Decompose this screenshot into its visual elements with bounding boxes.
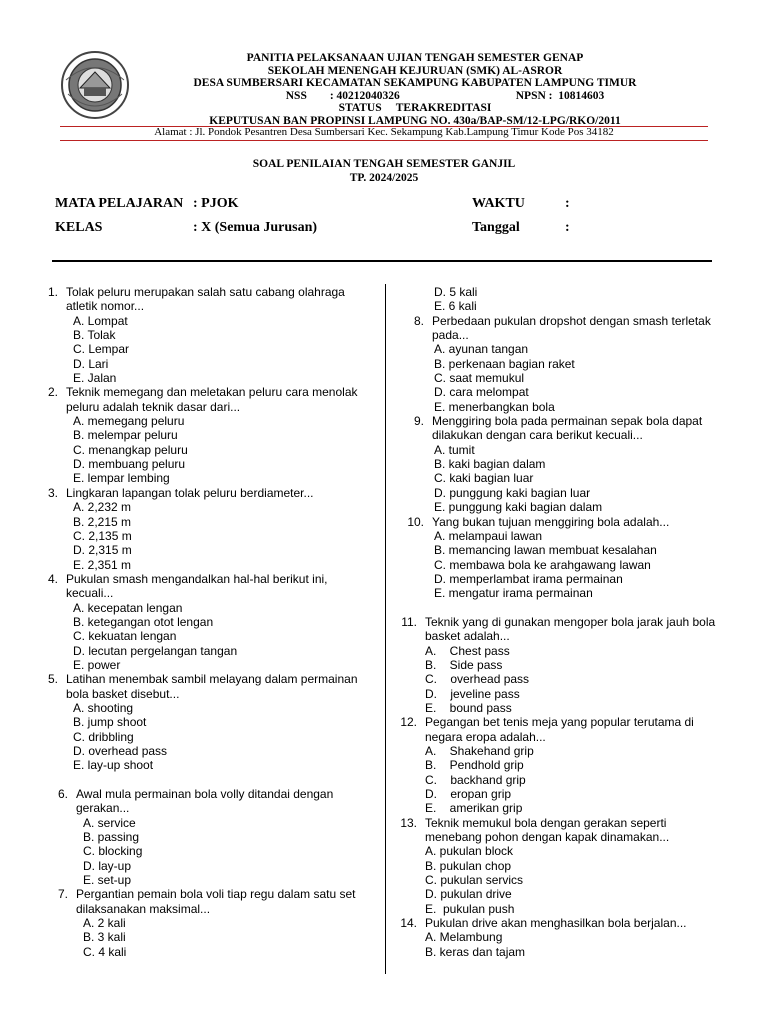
answer-options (398, 844, 718, 916)
question-line (398, 916, 718, 930)
time-label: WAKTU (472, 196, 525, 211)
header-status: STATUS TERAKREDITASI (338, 102, 492, 114)
answer-options (42, 816, 370, 888)
answer-options (398, 644, 718, 716)
answer-option: D. cara melompat (434, 385, 529, 400)
question-text: Lingkaran lapangan tolak peluru berdiameter... (66, 485, 314, 500)
answer-option: B. perkenaan bagian raket (434, 356, 575, 371)
answer-option: B. ketegangan otot lengan (73, 614, 214, 629)
answer-option: D. 5 kali (434, 285, 478, 299)
answer-option: D. punggung kaki bagian luar (434, 485, 591, 500)
question-item (398, 414, 718, 514)
question-text: Perbedaan pukulan dropshot dengan smash terletak pada... (432, 313, 711, 343)
question-item (398, 314, 718, 414)
question-text: Pukulan drive akan menghasilkan bola berjalan... (425, 916, 687, 931)
question-number: 4. (47, 571, 58, 586)
exam-year: TP. 2024/2025 (349, 172, 419, 184)
answer-options (42, 500, 370, 572)
answer-option: D. memperlambat irama permainan (434, 571, 623, 586)
answer-option: A. Melambung (425, 930, 503, 945)
answer-option: E. power (73, 657, 121, 672)
answer-option: B. melempar peluru (73, 428, 178, 443)
answer-option: B. kaki bagian dalam (434, 457, 546, 472)
answer-option: E. lay-up shoot (73, 758, 154, 773)
column-divider (385, 284, 386, 974)
question-line (42, 787, 370, 816)
question-line (42, 672, 370, 701)
answer-option: A. pukulan block (425, 844, 514, 859)
answer-option: A. melampaui lawan (434, 528, 543, 543)
answer-option: C. pukulan servics (425, 873, 524, 888)
time-value: : (565, 196, 570, 211)
spacer (398, 601, 718, 615)
question-number: 2. (47, 385, 58, 400)
answer-option: E. menerbangkan bola (434, 399, 555, 414)
question-number: 9. (413, 414, 424, 429)
answer-options (42, 601, 370, 673)
header-nss: NSS : 40212040326 (285, 89, 400, 102)
question-number: 11. (401, 614, 417, 629)
answer-option: C. saat memukul (434, 371, 525, 386)
answer-option: D. lay-up (83, 858, 132, 873)
question-line (42, 887, 370, 916)
answer-option: E. bound pass (425, 700, 512, 715)
letterhead (140, 52, 690, 127)
question-line (42, 572, 370, 601)
answer-option: B. jump shoot (73, 715, 147, 730)
question-item (42, 385, 370, 485)
answer-options (42, 916, 370, 959)
question-number: 5. (47, 672, 58, 687)
answer-option: E. amerikan grip (425, 801, 523, 816)
answer-option: A. shooting (73, 700, 134, 715)
answer-option: E. punggung kaki bagian dalam (434, 500, 603, 515)
spacer (42, 773, 370, 787)
header-line-3: DESA SUMBERSARI KECAMATAN SEKAMPUNG KABUPATEN LAMPUNG TIMUR (193, 77, 637, 89)
question-text: Pegangan bet tenis meja yang popular terutama di negara eropa adalah... (425, 715, 694, 744)
header-divider (52, 260, 712, 262)
answer-option: A. kecepatan lengan (73, 600, 183, 615)
answer-option: A. 2,232 m (73, 500, 132, 515)
answer-option: D. pukulan drive (425, 887, 512, 902)
question-line (398, 816, 718, 845)
answer-option: C. overhead pass (425, 672, 530, 687)
answer-option: C. membawa bola ke arahgawang lawan (434, 557, 651, 572)
exam-title: SOAL PENILAIAN TENGAH SEMESTER GANJIL (252, 158, 516, 170)
question-line (42, 486, 370, 500)
question-item (42, 486, 370, 572)
question-number: 12. (400, 715, 417, 730)
question-line (398, 715, 718, 744)
subject-label: MATA PELAJARAN (55, 196, 184, 211)
question-text: Teknik memegang dan meletakan peluru cara menolak peluru adalah teknik dasar dari... (66, 385, 358, 414)
answer-option: E. 2,351 m (73, 557, 132, 572)
answer-option: A. Shakehand grip (425, 744, 534, 758)
answer-option: E. Jalan (73, 371, 117, 386)
question-number: 6. (57, 787, 68, 802)
date-label: Tanggal (472, 220, 520, 235)
answer-option: C. blocking (83, 844, 143, 859)
answer-option: D. Lari (73, 356, 109, 371)
question-number: 7. (57, 887, 68, 902)
answer-option: E. 6 kali (434, 299, 477, 314)
answer-option: E. set-up (83, 873, 132, 888)
question-line (398, 615, 718, 644)
question-item (42, 572, 370, 672)
answer-option: B. Tolak (73, 328, 116, 343)
answer-options (398, 342, 718, 414)
answer-option: E. lempar lembing (73, 471, 170, 486)
header-nss-row (140, 90, 690, 103)
answer-options (398, 930, 718, 959)
answer-option: B. Pendhold grip (425, 758, 524, 773)
answer-option: C. menangkap peluru (73, 442, 188, 457)
question-text: Teknik yang di gunakan mengoper bola jarak jauh bola basket adalah... (425, 614, 716, 644)
questions-right-column (398, 285, 718, 959)
question-item (398, 816, 718, 916)
answer-option: B. 2,215 m (73, 514, 132, 529)
question-line (398, 314, 718, 343)
question-text: Tolak peluru merupakan salah satu cabang olahraga atletik nomor... (66, 285, 345, 314)
answer-options (398, 744, 718, 816)
answer-option: D. jeveline pass (425, 686, 520, 701)
question-line (398, 515, 718, 529)
answer-option: C. dribbling (73, 729, 134, 744)
question-number: 8. (413, 313, 424, 328)
answer-option: D. eropan grip (425, 787, 512, 802)
answer-option: A. memegang peluru (73, 414, 185, 429)
question-text: Teknik memukul bola dengan gerakan seperti menebang pohon dengan kapak dinamakan... (425, 815, 670, 845)
question-text: Yang bukan tujuan menggiring bola adalah... (432, 514, 670, 529)
question-text: Pukulan smash mengandalkan hal-hal berikut ini, kecuali... (66, 571, 328, 601)
answer-option: B. 3 kali (83, 930, 126, 945)
answer-option: B. passing (83, 830, 140, 845)
answer-options (398, 529, 718, 601)
answer-option: D. membuang peluru (73, 457, 186, 472)
question-item (398, 615, 718, 715)
header-npsn: NPSN : 10814603 (515, 89, 605, 102)
answer-option: A. tumit (434, 442, 475, 457)
question-line (42, 385, 370, 414)
class-label: KELAS (55, 220, 103, 235)
school-logo (60, 50, 130, 120)
header-line-2: SEKOLAH MENENGAH KEJURUAN (SMK) AL-ASROR (267, 64, 563, 77)
answer-options-continued (398, 285, 718, 314)
questions-left-column (42, 285, 370, 959)
answer-option: C. Lempar (73, 342, 130, 357)
answer-option: C. kekuatan lengan (73, 629, 177, 644)
question-item (42, 787, 370, 887)
question-text: Latihan menembak sambil melayang dalam permainan bola basket disebut... (66, 672, 358, 701)
answer-option: A. Chest pass (425, 643, 510, 658)
answer-option: C. 4 kali (83, 944, 127, 959)
answer-option: E. mengatur irama permainan (434, 586, 593, 601)
header-keputusan: KEPUTUSAN BAN PROPINSI LAMPUNG NO. 430a/BAP-SM/12-LPG/RKO/2011 (209, 114, 621, 127)
question-text: Menggiring bola pada permainan sepak bola dapat dilakukan dengan cara berikut kecuali... (432, 414, 703, 443)
header-address: Alamat : Jl. Pondok Pesantren Desa Sumbersari Kec. Sekampung Kab.Lampung Timur Kode Pos 34182 (154, 126, 614, 138)
question-line (398, 414, 718, 443)
answer-option: B. Side pass (425, 657, 503, 672)
answer-option: D. lecutan pergelangan tangan (73, 643, 238, 658)
question-number: 14. (400, 916, 417, 931)
answer-option: A. service (83, 815, 136, 830)
date-value: : (565, 220, 570, 235)
question-number: 13. (400, 815, 417, 830)
answer-option: D. overhead pass (73, 744, 168, 758)
answer-option: B. pukulan chop (425, 858, 512, 873)
question-number: 3. (47, 485, 58, 500)
answer-option: B. keras dan tajam (425, 944, 526, 959)
answer-options (42, 701, 370, 773)
answer-option: A. Lompat (73, 313, 128, 328)
answer-option: C. kaki bagian luar (434, 471, 534, 486)
answer-options (42, 314, 370, 386)
question-item (398, 916, 718, 959)
question-text: Awal mula permainan bola volly ditandai dengan gerakan... (76, 787, 334, 816)
question-number: 1. (47, 285, 58, 299)
question-item (398, 715, 718, 815)
question-item (42, 887, 370, 959)
question-text: Pergantian pemain bola voli tiap regu dalam satu set dilaksanakan maksimal... (76, 887, 356, 916)
answer-option: C. 2,135 m (73, 528, 132, 543)
answer-option: C. backhand grip (425, 772, 526, 787)
question-item (42, 285, 370, 385)
header-rule-bottom (60, 140, 708, 141)
header-line-1: PANITIA PELAKSANAAN UJIAN TENGAH SEMESTER GENAP (246, 52, 584, 64)
answer-option: A. ayunan tangan (434, 342, 529, 357)
question-number: 10. (407, 514, 424, 529)
question-line (42, 285, 370, 314)
answer-option: B. memancing lawan membuat kesalahan (434, 543, 657, 558)
answer-options (42, 414, 370, 486)
answer-option: E. pukulan push (425, 901, 515, 916)
question-item (398, 515, 718, 601)
answer-option: A. 2 kali (83, 916, 126, 931)
subject-value: : PJOK (193, 196, 239, 211)
class-value: : X (Semua Jurusan) (193, 220, 318, 235)
question-item (42, 672, 370, 772)
answer-options (398, 443, 718, 515)
answer-option: D. 2,315 m (73, 543, 132, 558)
